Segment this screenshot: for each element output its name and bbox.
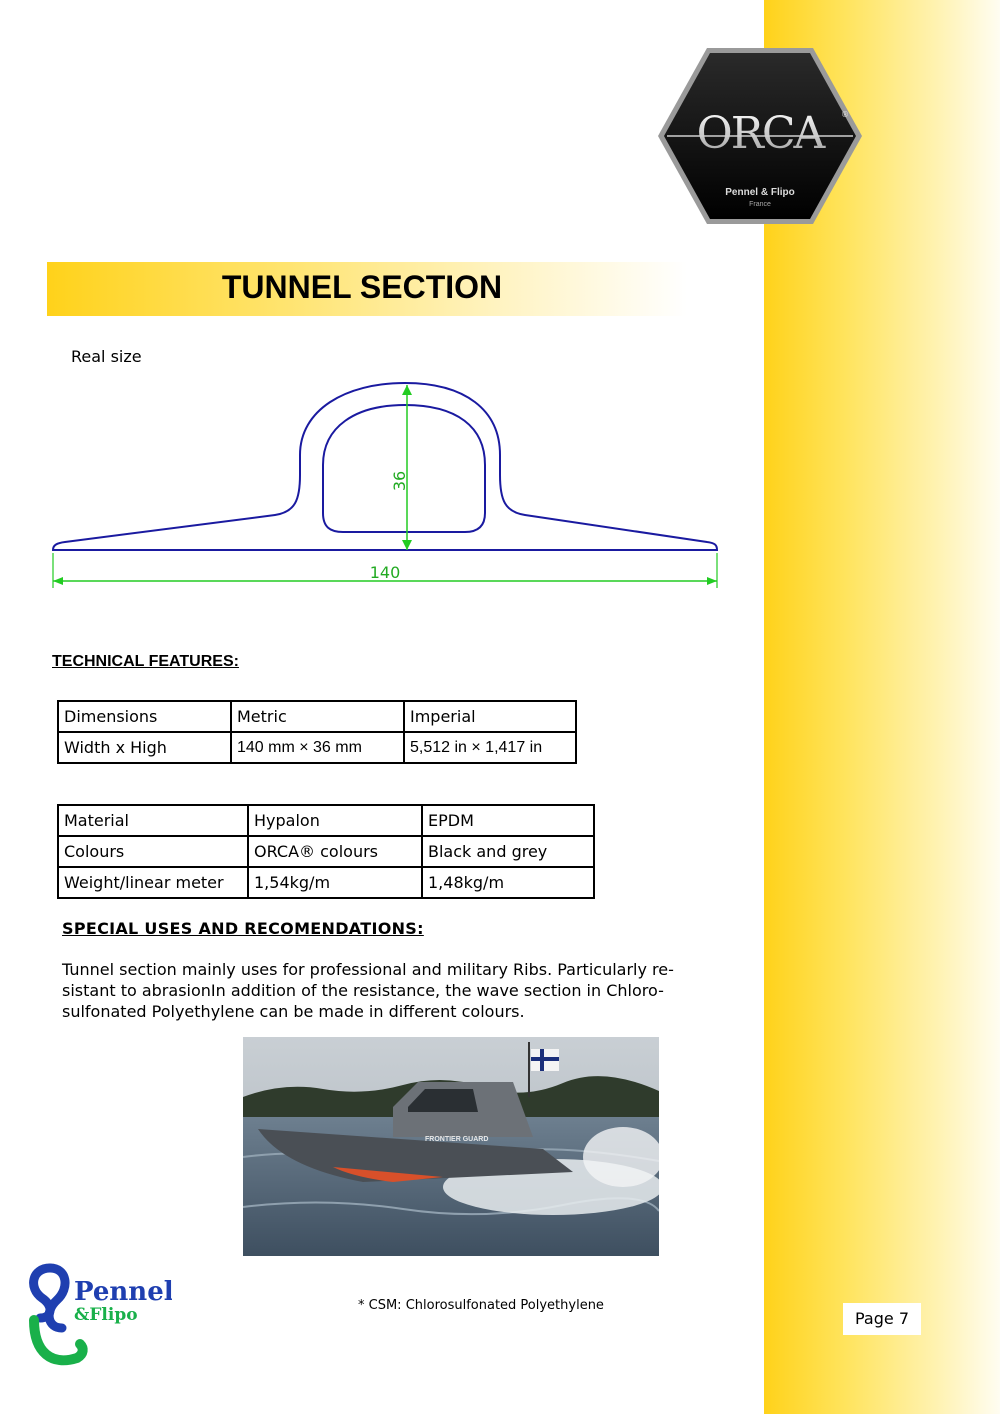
page-title: TUNNEL SECTION xyxy=(221,269,503,305)
table-row xyxy=(58,805,594,836)
width-dimension-label: 140 xyxy=(369,563,401,582)
table-cell: Black and grey xyxy=(422,836,594,867)
table-cell: Colours xyxy=(58,836,248,867)
profile-tunnel xyxy=(323,405,485,532)
table-row xyxy=(58,836,594,867)
text-line: Tunnel section mainly uses for professional and military Ribs. Particularly re- xyxy=(62,960,674,979)
special-uses-text xyxy=(62,959,722,1022)
table-cell: 5,512 in × 1,417 in xyxy=(404,732,576,763)
tunnel-section-drawing xyxy=(45,375,725,595)
table-cell: Metric xyxy=(231,701,404,732)
page-number: Page 7 xyxy=(843,1303,921,1335)
table-cell: Hypalon xyxy=(248,805,422,836)
table-row xyxy=(58,732,576,763)
table-cell: 1,54kg/m xyxy=(248,867,422,898)
orca-logo xyxy=(655,45,865,227)
special-uses-heading: SPECIAL USES AND RECOMENDATIONS: xyxy=(62,919,424,938)
footnote: * CSM: Chlorosulfonated Polyethylene xyxy=(358,1298,604,1313)
table-cell: 140 mm × 36 mm xyxy=(231,732,404,763)
text-line: sulfonated Polyethylene can be made in different colours. xyxy=(62,1002,525,1021)
table-cell: ORCA® colours xyxy=(248,836,422,867)
table-row xyxy=(58,867,594,898)
table-cell: Material xyxy=(58,805,248,836)
drawing-caption: Real size xyxy=(71,347,142,366)
table-cell: Weight/linear meter xyxy=(58,867,248,898)
flipo-logo-text: &Flipo xyxy=(74,1305,138,1325)
profile-outline xyxy=(53,383,717,550)
text-line: sistant to abrasionIn addition of the resistance, the wave section in Chloro- xyxy=(62,981,664,1000)
pennel-logo-text: Pennel xyxy=(74,1277,172,1307)
orca-logo-sub2: France xyxy=(749,201,771,208)
table-cell: Dimensions xyxy=(58,701,231,732)
pennel-flipo-logo xyxy=(22,1258,172,1373)
orca-logo-text: ORCA xyxy=(696,108,824,159)
orca-logo-sub1: Pennel & Flipo xyxy=(725,187,795,198)
table-cell: EPDM xyxy=(422,805,594,836)
material-table xyxy=(57,804,595,899)
boat-photo xyxy=(243,1037,659,1256)
height-dimension-label: 36 xyxy=(390,470,409,492)
title-band xyxy=(47,262,687,316)
technical-heading: TECHNICAL FEATURES: xyxy=(52,653,239,670)
table-cell: 1,48kg/m xyxy=(422,867,594,898)
svg-text:®: ® xyxy=(841,110,849,119)
table-row xyxy=(58,701,576,732)
dimensions-table xyxy=(57,700,577,764)
table-cell: Imperial xyxy=(404,701,576,732)
boat-hull-text: FRONTIER GUARD xyxy=(425,1136,489,1143)
table-cell: Width x High xyxy=(58,732,231,763)
